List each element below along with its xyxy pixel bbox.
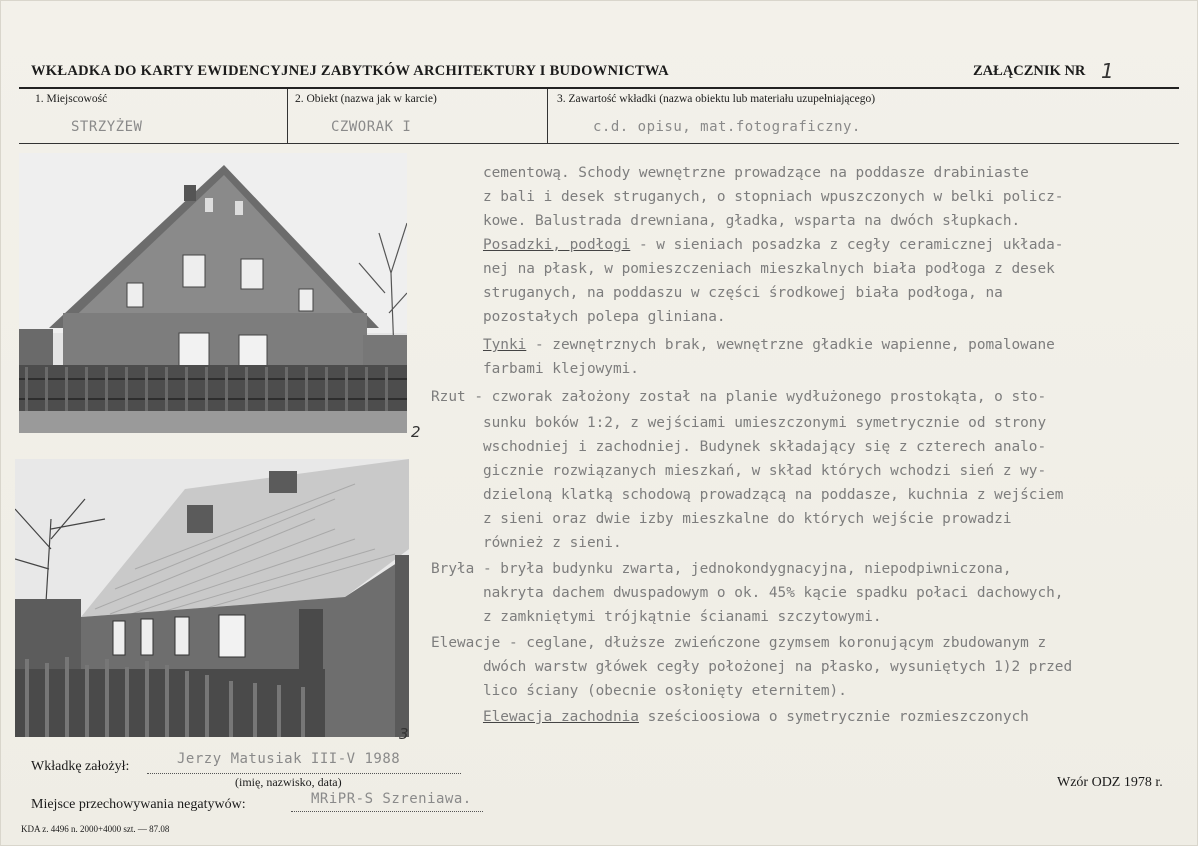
text-line: Posadzki, podłogi - w sieniach posadzka z cegły ceramicznej układa- (482, 237, 1064, 253)
text-line: farbami klejowymi. (482, 361, 639, 377)
text-line: sunku boków 1:2, z wejściami umieszczonymi symetrycznie od strony (482, 415, 1047, 431)
text-line: Elewacje - ceglane, dłuższe zwieńczone gzymsem koronującym zbudowanym z (431, 635, 1047, 651)
text-line: cementową. Schody wewnętrzne prowadzące na poddasze drabiniaste (482, 165, 1029, 181)
form-model: Wzór ODZ 1978 r. (1057, 775, 1163, 790)
text-line: wschodniej i zachodniej. Budynek składający się z czterech analo- (482, 439, 1047, 455)
text-line: nakryta dachem dwuspadowym o ok. 45% kącie spadku połaci dachowych, (482, 585, 1064, 601)
text-line: z sieni oraz dwie izby mieszkalne do których wejście prowadzi (482, 511, 1012, 527)
photo-gable-house-image (19, 153, 407, 433)
storage-dotline (291, 811, 483, 812)
object-label: 2. Obiekt (nazwa jak w karcie) (295, 93, 437, 105)
object-value: CZWORAK I (331, 119, 412, 135)
sheet-title: WKŁADKA DO KARTY EWIDENCYJNEJ ZABYTKÓW ARCHITEKTURY I BUDOWNICTWA (31, 63, 669, 79)
founder-label: Wkładkę założył: (31, 759, 130, 774)
section-heading: Elewacja zachodnia (482, 709, 639, 725)
text-line: dwóch warstw główek cegły położonej na płasko, wysuniętych 1)2 przed (482, 659, 1073, 675)
founder-hint: (imię, nazwisko, data) (235, 775, 342, 789)
section-heading: Posadzki, podłogi (482, 237, 631, 253)
text-line: Bryła - bryła budynku zwarta, jednokondygnacyjna, niepodpiwniczona, (431, 561, 1012, 577)
founder-value: Jerzy Matusiak III-V 1988 (177, 751, 401, 767)
text-line: z bali i desek struganych, o stopniach wpuszczonych w belki policz- (482, 189, 1064, 205)
photo-long-house (15, 459, 409, 737)
header-rule (19, 87, 1179, 89)
locality-label: 1. Miejscowość (35, 93, 108, 105)
text-line: kowe. Balustrada drewniana, gładka, wsparta na dwóch słupkach. (482, 213, 1021, 229)
storage-value: MRiPR-S Szreniawa. (311, 791, 472, 807)
print-info: KDA z. 4496 n. 2000+4000 szt. — 87.08 (21, 824, 170, 834)
text-line: Elewacja zachodnia sześcioosiowa o symetrycznie rozmieszczonych (482, 709, 1029, 725)
locality-value: STRZYŻEW (71, 119, 143, 135)
field-divider (287, 89, 288, 143)
photo-gable-house (19, 153, 407, 433)
founder-dotline (147, 773, 461, 774)
photo-number-2: 2 (411, 423, 421, 441)
text-line: lico ściany (obecnie osłonięty eternitem). (482, 683, 847, 699)
photo-number-3: 3 (399, 725, 409, 743)
text-line: gicznie rozwiązanych mieszkań, w skład których wchodzi sień z wy- (482, 463, 1047, 479)
annex-number: 1 (1101, 59, 1114, 83)
text-line: dzieloną klatką schodową prowadzącą na poddasze, kuchnia z wejściem (482, 487, 1064, 503)
section-heading: Tynki (482, 337, 527, 353)
text-line: Tynki - zewnętrznych brak, wewnętrzne gładkie wapienne, pomalowane (482, 337, 1055, 353)
storage-label: Miejsce przechowywania negatywów: (31, 797, 246, 812)
contents-label: 3. Zawartość wkładki (nazwa obiektu lub materiału uzupełniającego) (557, 93, 876, 105)
field-divider (547, 89, 548, 143)
text-line: struganych, na poddaszu w części środkowej biała podłoga, na (482, 285, 1003, 301)
field-row-rule (19, 143, 1179, 144)
text-line: nej na płask, w pomieszczeniach mieszkalnych biała podłoga z desek (482, 261, 1055, 277)
text-line: pozostałych polepa gliniana. (482, 309, 726, 325)
annex-label: ZAŁĄCZNIK NR (973, 63, 1086, 79)
photo-long-house-image (15, 459, 409, 737)
text-line: Rzut - czworak założony został na planie wydłużonego prostokąta, o sto- (431, 389, 1047, 405)
contents-value: c.d. opisu, mat.fotograficzny. (593, 119, 861, 135)
text-line: również z sieni. (482, 535, 622, 551)
text-line: z zamkniętymi trójkątnie ścianami szczytowymi. (482, 609, 882, 625)
